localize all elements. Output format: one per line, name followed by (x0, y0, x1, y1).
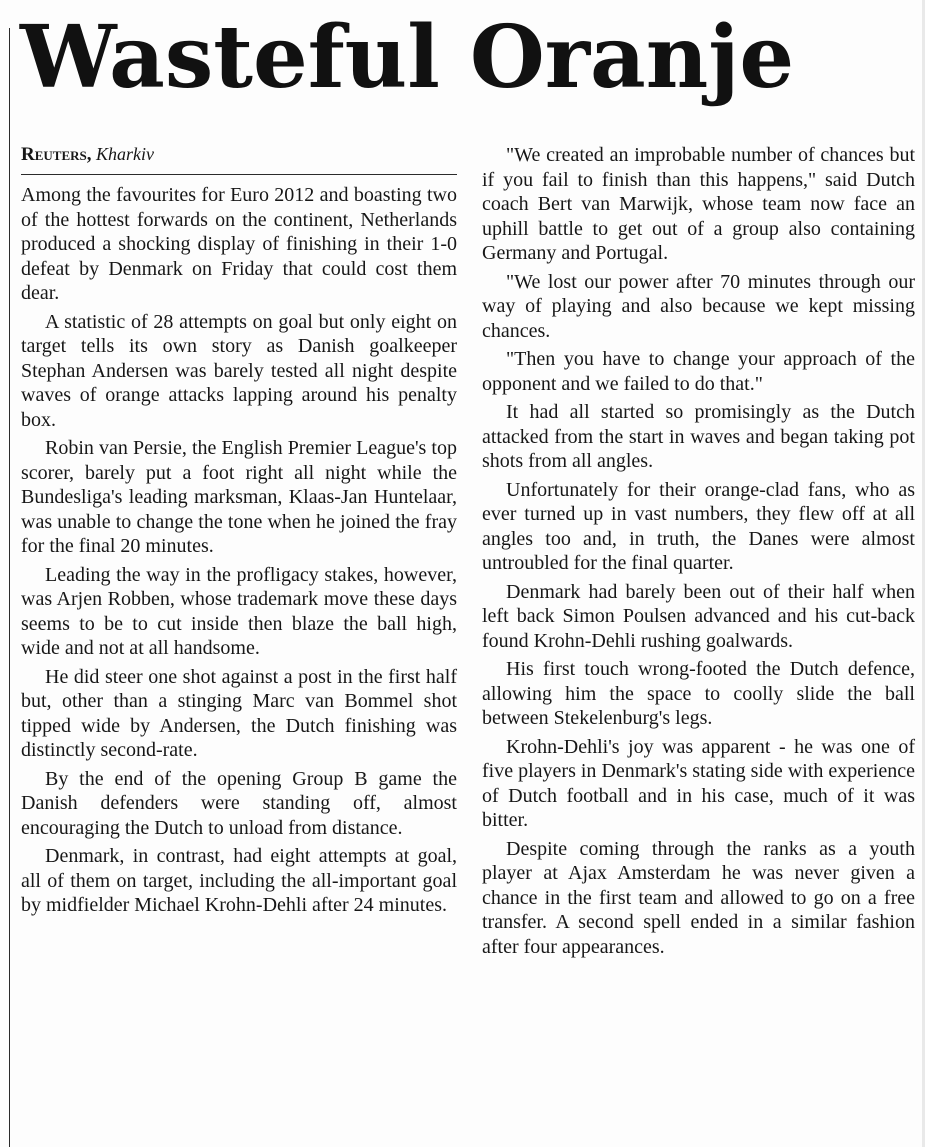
article-column-right (482, 143, 915, 963)
paragraph: Denmark had barely been out of their half when left back Simon Poulsen advanced and his cut-back found Krohn-Dehli rushing goalwards. (482, 580, 915, 652)
paragraph: He did steer one shot against a post in the first half but, other than a stinging Marc van Bommel shot tipped wide by Andersen, the Dutch finishing was distinctly second-rate. (21, 665, 457, 761)
paragraph: Despite coming through the ranks as a youth player at Ajax Amsterdam he was never given a chance in the first team and allowed to go on a free transfer. A second spell ended in a similar fashion after four appearances. (482, 837, 915, 958)
paragraph: Denmark, in contrast, had eight attempts at goal, all of them on target, including the all-important goal by midfielder Michael Krohn-Dehli after 24 minutes. (21, 845, 457, 916)
paragraph: By the end of the opening Group B game the Danish defenders were standing off, almost encouraging the Dutch to unload from distance. (21, 767, 457, 839)
paragraph: "We lost our power after 70 minutes through our way of playing and also because we kept missing chances. (482, 270, 915, 342)
paragraph: Unfortunately for their orange-clad fans, who as ever turned up in vast numbers, they flew off at all angles too and, in truth, the Danes were almost untroubled for the final quarter. (482, 478, 915, 574)
paragraph: "We created an improbable number of chances but if you fail to finish than this happens," said Dutch coach Bert van Marwijk, whose team now face an uphill battle to get out of a group also containing Germany and Portugal. (482, 144, 915, 264)
byline (21, 143, 457, 175)
paragraph: Robin van Persie, the English Premier League's top scorer, barely put a foot right all night while the Bundesliga's leading marksman, Klaas-Jan Huntelaar, was unable to change the tone when he joined the fray for the final 20 minutes. (21, 437, 457, 557)
paragraph: His first touch wrong-footed the Dutch defence, allowing him the space to coolly slide the ball between Stekelenburg's legs. (482, 658, 915, 729)
article-column-left (21, 143, 457, 922)
byline-place: Kharkiv (96, 144, 154, 164)
paragraph: It had all started so promisingly as the Dutch attacked from the start in waves and began taking pot shots from all angles. (482, 401, 915, 472)
paragraph: Leading the way in the profligacy stakes, however, was Arjen Robben, whose trademark move these days seems to be to cut inside then blaze the ball high, wide and not at all handsome. (21, 563, 457, 659)
column-rule-left (9, 28, 10, 1147)
byline-agency: Reuters, (21, 144, 92, 165)
paragraph: "Then you have to change your approach of the opponent and we failed to do that." (482, 348, 915, 395)
paragraph: Among the favourites for Euro 2012 and boasting two of the hottest forwards on the continent, Netherlands produced a shocking display of finishing in their 1-0 defeat by Denmark on Friday that could cost them dear. (21, 184, 457, 304)
paragraph: Krohn-Dehli's joy was apparent - he was one of five players in Denmark's stating side with experience of Dutch football and in his case, much of it was bitter. (482, 735, 915, 831)
paragraph: A statistic of 28 attempts on goal but only eight on target tells its own story as Danish goalkeeper Stephan Andersen was barely tested all night despite waves of orange attacks lapping around his penalty box. (21, 310, 457, 431)
headline: Wasteful Oranje (20, 7, 795, 108)
